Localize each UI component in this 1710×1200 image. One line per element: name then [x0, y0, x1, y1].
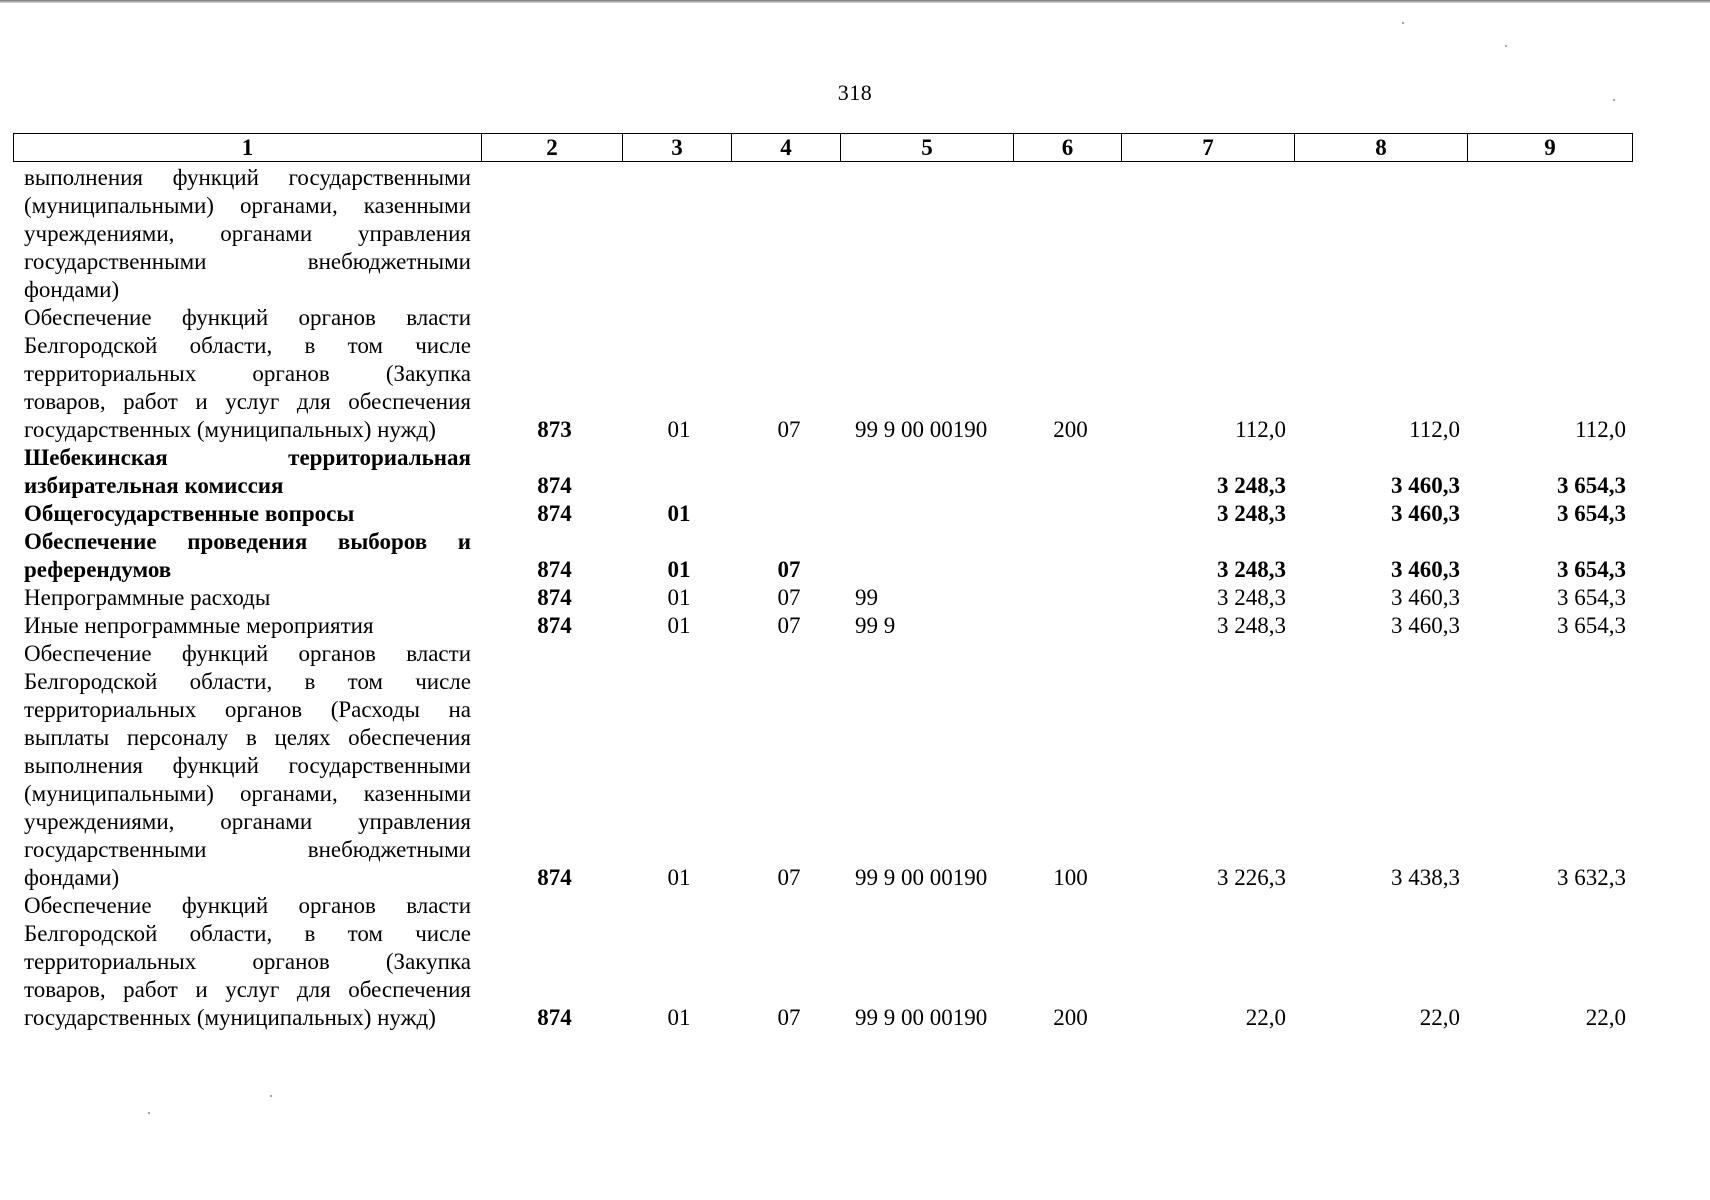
description-line: Обеспечение проведения выборов и	[24, 529, 471, 554]
description-line: товаров, работ и услуг для обеспечения	[24, 389, 471, 414]
row-description	[24, 892, 471, 1032]
description-line: территориальных органов (Закупка	[24, 949, 471, 974]
cell-col-9: 3 632,3	[1557, 865, 1626, 890]
cell-col-9: 3 654,3	[1557, 613, 1626, 638]
cell-col-2: 874	[537, 585, 572, 610]
cell-col-2: 874	[537, 557, 572, 582]
description-line: государственных (муниципальных) нужд)	[24, 1005, 436, 1030]
description-line: Общегосударственные вопросы	[24, 501, 355, 526]
description-line: Белгородской области, в том числе	[24, 669, 471, 694]
row-description	[24, 612, 471, 640]
scan-speck	[148, 1112, 150, 1114]
cell-col-3: 01	[667, 501, 691, 526]
description-line: (муниципальными) органами, казенными	[24, 193, 471, 218]
cell-col-5: 99 9	[855, 613, 896, 638]
row-description	[24, 164, 471, 304]
row-description	[24, 584, 471, 612]
cell-col-8: 3 460,3	[1391, 473, 1460, 498]
description-line: (муниципальными) органами, казенными	[24, 781, 471, 806]
cell-col-3: 01	[667, 865, 691, 890]
cell-col-2: 874	[537, 865, 572, 890]
description-line: Обеспечение функций органов власти	[24, 641, 471, 666]
cell-col-9: 112,0	[1575, 417, 1626, 442]
scan-speck	[270, 1095, 272, 1097]
cell-col-2: 873	[537, 417, 572, 442]
cell-col-4: 07	[777, 1005, 801, 1030]
description-line: избирательная комиссия	[24, 473, 284, 498]
description-line: Белгородской области, в том числе	[24, 333, 471, 358]
cell-col-7: 3 248,3	[1217, 585, 1286, 610]
cell-col-8: 3 460,3	[1391, 557, 1460, 582]
cell-col-9: 3 654,3	[1557, 501, 1626, 526]
description-line: государственными внебюджетными	[24, 837, 471, 862]
col-header-7: 7	[1122, 134, 1295, 162]
col-header-8: 8	[1295, 134, 1468, 162]
description-line: Обеспечение функций органов власти	[24, 305, 471, 330]
col-header-9: 9	[1468, 134, 1633, 162]
scan-edge	[0, 0, 1710, 3]
cell-col-5: 99 9 00 00190	[855, 865, 988, 890]
cell-col-5: 99 9 00 00190	[855, 1005, 988, 1030]
description-line: государственных (муниципальных) нужд)	[24, 417, 436, 442]
row-description	[24, 304, 471, 444]
description-line: учреждениями, органами управления	[24, 809, 471, 834]
description-line: товаров, работ и услуг для обеспечения	[24, 977, 471, 1002]
cell-col-2: 874	[537, 473, 572, 498]
description-line: Белгородской области, в том числе	[24, 921, 471, 946]
cell-col-6: 200	[1053, 1005, 1088, 1030]
description-line: территориальных органов (Закупка	[24, 361, 471, 386]
cell-col-7: 3 248,3	[1217, 613, 1286, 638]
cell-col-8: 112,0	[1409, 417, 1460, 442]
cell-col-4: 07	[777, 585, 801, 610]
description-line: Шебекинская территориальная	[24, 445, 471, 470]
cell-col-2: 874	[537, 501, 572, 526]
cell-col-3: 01	[667, 613, 691, 638]
page-number: 318	[837, 80, 873, 105]
cell-col-5: 99	[855, 585, 878, 610]
row-description	[24, 500, 471, 528]
column-header-table	[13, 133, 1633, 162]
cell-col-5: 99 9 00 00190	[855, 417, 988, 442]
cell-col-7: 3 248,3	[1217, 501, 1286, 526]
scan-speck	[1505, 45, 1507, 47]
cell-col-3: 01	[667, 557, 691, 582]
scan-speck	[1613, 99, 1615, 101]
col-header-4: 4	[732, 134, 841, 162]
cell-col-3: 01	[667, 585, 691, 610]
col-header-1: 1	[14, 134, 482, 162]
cell-col-7: 112,0	[1235, 417, 1286, 442]
cell-col-8: 3 460,3	[1391, 501, 1460, 526]
cell-col-9: 3 654,3	[1557, 557, 1626, 582]
description-line: референдумов	[24, 557, 172, 582]
description-line: Обеспечение функций органов власти	[24, 893, 471, 918]
cell-col-2: 874	[537, 613, 572, 638]
scan-speck	[1402, 22, 1404, 24]
cell-col-8: 22,0	[1419, 1005, 1460, 1030]
col-header-2: 2	[482, 134, 623, 162]
cell-col-4: 07	[777, 613, 801, 638]
description-line: учреждениями, органами управления	[24, 221, 471, 246]
cell-col-4: 07	[777, 865, 801, 890]
cell-col-3: 01	[667, 1005, 691, 1030]
cell-col-4: 07	[777, 417, 801, 442]
cell-col-6: 100	[1053, 865, 1088, 890]
cell-col-9: 3 654,3	[1557, 473, 1626, 498]
cell-col-9: 22,0	[1585, 1005, 1626, 1030]
cell-col-7: 3 248,3	[1217, 557, 1286, 582]
col-header-6: 6	[1014, 134, 1122, 162]
description-line: Непрограммные расходы	[24, 585, 271, 610]
cell-col-3: 01	[667, 417, 691, 442]
cell-col-6: 200	[1053, 417, 1088, 442]
col-header-3: 3	[623, 134, 732, 162]
col-header-5: 5	[841, 134, 1014, 162]
cell-col-2: 874	[537, 1005, 572, 1030]
description-line: фондами)	[24, 277, 120, 302]
row-description	[24, 528, 471, 584]
description-line: выполнения функций государственными	[24, 165, 471, 190]
cell-col-8: 3 460,3	[1391, 613, 1460, 638]
description-line: государственными внебюджетными	[24, 249, 471, 274]
description-line: выполнения функций государственными	[24, 753, 471, 778]
cell-col-7: 22,0	[1245, 1005, 1286, 1030]
cell-col-8: 3 438,3	[1391, 865, 1460, 890]
cell-col-8: 3 460,3	[1391, 585, 1460, 610]
cell-col-9: 3 654,3	[1557, 585, 1626, 610]
cell-col-7: 3 248,3	[1217, 473, 1286, 498]
row-description	[24, 444, 471, 500]
description-line: Иные непрограммные мероприятия	[24, 613, 374, 638]
cell-col-7: 3 226,3	[1217, 865, 1286, 890]
column-header-row	[14, 134, 1633, 162]
row-description	[24, 640, 471, 892]
description-line: выплаты персоналу в целях обеспечения	[24, 725, 471, 750]
description-line: фондами)	[24, 865, 120, 890]
cell-col-4: 07	[777, 557, 801, 582]
description-line: территориальных органов (Расходы на	[24, 697, 471, 722]
